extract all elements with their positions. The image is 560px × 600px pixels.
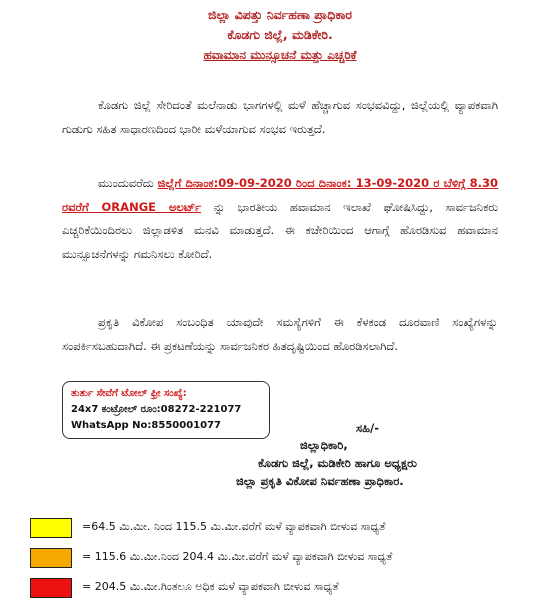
paragraph-forecast xyxy=(62,94,498,141)
header-district: ಕೊಡಗು ಜಿಲ್ಲೆ, ಮಡಿಕೇರಿ. xyxy=(227,27,333,42)
header-title: ಹವಾಮಾನ ಮುನ್ಸೂಚನೆ ಮತ್ತು ಎಚ್ಚರಿಕೆ xyxy=(203,48,357,62)
signature-sign: ಸಹಿ/- xyxy=(356,421,379,435)
legend-text-red: = 204.5 ಮಿ.ಮೀ.ಗಿಂತಲೂ ಅಧಿಕ ಮಳೆ ವ್ಯಾಪಕವಾಗಿ ಬೀಳುವ ಸಾಧ್ಯತೆ xyxy=(82,580,339,593)
contact-box xyxy=(62,381,270,439)
legend-text-yellow: =64.5 ಮಿ.ಮೀ. ನಿಂದ 115.5 ಮಿ.ಮೀ.ವರೆಗೆ ಮಳೆ ವ್ಯಾಪಕವಾಗಿ ಬೀಳುವ ಸಾಧ್ಯತೆ xyxy=(82,520,386,533)
paragraph-contact-info xyxy=(62,311,498,358)
alert-highlight: ಜಿಲ್ಲೆಗೆ ದಿನಾಂಕ:09-09-2020 ರಿಂದ ದಿನಾಂಕ: 13-09-2020 ರ ಬೆಳಿಗ್ಗೆ 8.30 ರವರೆಗೆ ORANGE ಅಲರ್ಟ್ xyxy=(62,176,498,214)
legend-swatch-red xyxy=(30,578,72,598)
legend-swatch-yellow xyxy=(30,518,72,538)
paragraph-alert xyxy=(62,172,498,266)
legend-text-orange: = 115.6 ಮಿ.ಮೀ.ನಿಂದ 204.4 ಮಿ.ಮೀ.ವರೆಗೆ ಮಳೆ ವ್ಯಾಪಕವಾಗಿ ಬೀಳುವ ಸಾಧ್ಯತೆ xyxy=(82,550,393,563)
paragraph-contact-text: ಪ್ರಕೃತಿ ವಿಕೋಪ ಸಂಬಂಧಿತ ಯಾವುದೇ ಸಮಸ್ಯೆಗಳಿಗೆ ಈ ಕೆಳಕಂಡ ದೂರವಾಣಿ ಸಂಖ್ಯೆಗಳನ್ನು ಸಂಪರ್ಕಿಸಬಹುದಾಗಿದೆ. ಈ ಪ್ರಕಟಣೆಯನ್ನು ಸಾರ್ವಜನಿಕರ ಹಿತದೃಷ್ಟಿಯಿಂದ ಹೊರಡಿಸಲಾಗಿದೆ. xyxy=(62,315,498,353)
control-room-number: 24x7 ಕಂಟ್ರೋಲ್ ರೂಂ:08272-221077 xyxy=(71,404,242,415)
paragraph-alert-lead: ಮುಂದುವರೆದು xyxy=(98,176,154,190)
contact-title: ತುರ್ತು ಸೇವೆಗೆ ಟೋಲ್ ಫ್ರೀ ಸಂಖ್ಯೆ: xyxy=(71,388,187,399)
signature-title: ಜಿಲ್ಲಾಧಿಕಾರಿ, xyxy=(300,438,348,452)
legend-swatch-orange xyxy=(30,548,72,568)
paragraph-alert-rest: ನ್ನು ಭಾರತೀಯ ಹವಾಮಾನ ಇಲಾಖೆ ಘೋಷಿಸಿದ್ದು, ಸಾರ್ವಜನಿಕರು ಎಚ್ಚರಿಕೆಯಿಂದಿರಲು ಜಿಲ್ಲಾಡಳಿತ ಮನವಿ ಮಾಡುತ್ತದೆ. ಈ ಕಚೇರಿಯಿಂದ ಆಗಾಗ್ಗೆ ಹೊರಡಿಸುವ ಹವಾಮಾನ ಮುನ್ಸೂಚನೆಗಳನ್ನು ಗಮನಿಸಲು ಕೋರಿದೆ. xyxy=(62,199,498,261)
header-authority: ಜಿಲ್ಲಾ ವಿಪತ್ತು ನಿರ್ವಹಣಾ ಪ್ರಾಧಿಕಾರ xyxy=(207,7,353,22)
signature-authority: ಜಿಲ್ಲಾ ಪ್ರಕೃತಿ ವಿಕೋಪ ನಿರ್ವಹಣಾ ಪ್ರಾಧಿಕಾರ. xyxy=(236,474,404,488)
paragraph-forecast-text: ಕೊಡಗು ಜಿಲ್ಲೆ ಸೇರಿದಂತೆ ಮಲೆನಾಡು ಭಾಗಗಳಲ್ಲಿ ಮಳೆ ಹೆಚ್ಚಾಗುವ ಸಂಭವವಿದ್ದು, ಜಿಲ್ಲೆಯಲ್ಲಿ ವ್ಯಾಪಕವಾಗಿ ಗುಡುಗು ಸಹಿತ ಸಾಧಾರಣದಿಂದ ಭಾರೀ ಮಳೆಯಾಗುವ ಸಂಭವ ಇರುತ್ತದೆ. xyxy=(62,98,498,136)
signature-designation: ಕೊಡಗು ಜಿಲ್ಲೆ, ಮಡಿಕೇರಿ ಹಾಗೂ ಅಧ್ಯಕ್ಷರು xyxy=(258,456,417,470)
whatsapp-number: WhatsApp No:8550001077 xyxy=(71,420,221,431)
